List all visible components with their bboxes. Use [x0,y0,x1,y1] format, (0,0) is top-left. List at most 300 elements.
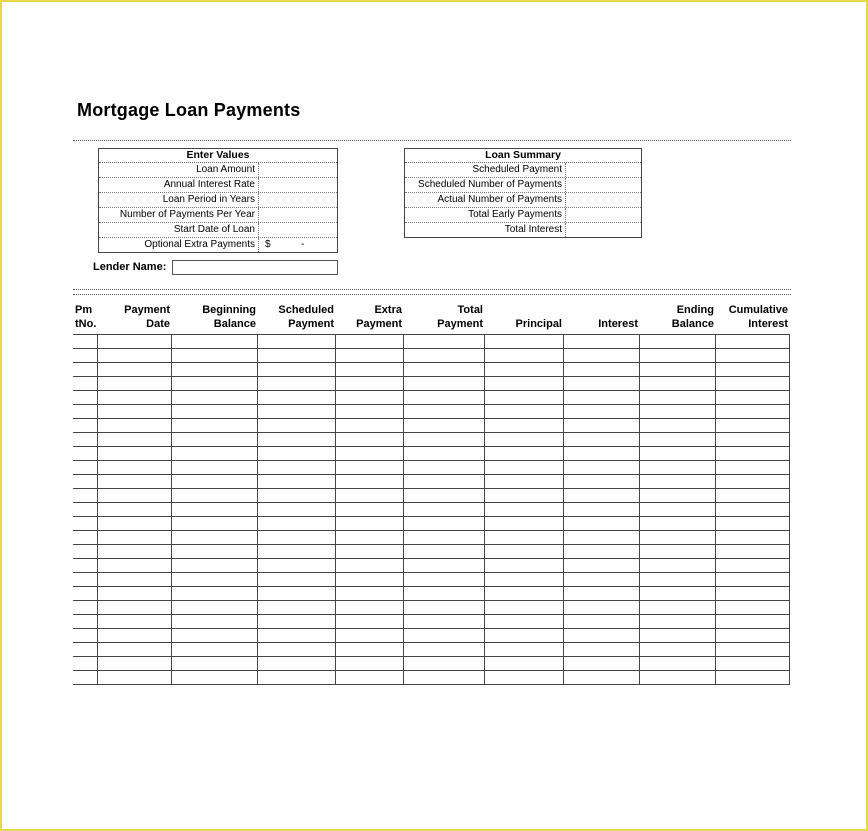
table-cell[interactable] [404,475,485,489]
column-header-line1 [564,303,638,317]
column-header-line1: Ending [676,304,714,316]
table-cell[interactable] [715,657,789,671]
table-cell[interactable] [336,405,404,419]
table-cell[interactable] [715,587,789,601]
table-cell[interactable] [485,517,564,531]
table-cell[interactable] [98,573,172,587]
table-cell[interactable] [98,615,172,629]
table-cell[interactable] [73,629,98,643]
table-cell[interactable] [73,349,98,363]
table-cell[interactable] [336,489,404,503]
table-cell[interactable] [98,531,172,545]
table-cell[interactable] [336,447,404,461]
enter-values-box [98,148,338,253]
table-cell[interactable] [98,517,172,531]
table-cell[interactable] [258,447,336,461]
table-row [73,447,790,461]
table-cell[interactable] [258,419,336,433]
table-cell[interactable] [485,363,564,377]
column-header-line2: Principal [515,318,562,330]
table-cell[interactable] [98,545,172,559]
table-cell[interactable] [485,615,564,629]
table-cell[interactable] [715,391,789,405]
table-cell[interactable] [564,573,640,587]
table-cell[interactable] [98,587,172,601]
table-cell[interactable] [640,349,716,363]
table-cell[interactable] [640,559,716,573]
table-cell[interactable] [715,405,789,419]
table-cell[interactable] [640,531,716,545]
table-cell[interactable] [98,377,172,391]
table-cell[interactable] [73,405,98,419]
table-cell[interactable] [258,657,336,671]
enter-values-input[interactable] [258,208,336,222]
table-cell[interactable] [336,391,404,405]
table-cell[interactable] [172,671,258,685]
table-cell[interactable] [98,433,172,447]
table-cell[interactable] [404,405,485,419]
table-cell[interactable] [258,349,336,363]
table-cell[interactable] [715,335,789,349]
table-cell[interactable] [172,377,258,391]
table-cell[interactable] [172,657,258,671]
table-cell[interactable] [258,517,336,531]
table-cell[interactable] [564,349,640,363]
loan-summary-row [405,178,641,193]
table-cell[interactable] [336,545,404,559]
table-cell[interactable] [172,573,258,587]
table-cell[interactable] [404,419,485,433]
enter-values-row [99,208,337,223]
table-cell[interactable] [404,461,485,475]
table-cell[interactable] [336,615,404,629]
table-cell[interactable] [640,391,716,405]
loan-summary-header: Loan Summary [405,149,641,163]
table-cell[interactable] [258,363,336,377]
table-cell[interactable] [336,363,404,377]
table-cell[interactable] [564,657,640,671]
table-cell[interactable] [73,447,98,461]
table-cell[interactable] [258,335,336,349]
table-cell[interactable] [172,461,258,475]
column-header-line2: tNo. [75,318,97,330]
table-cell[interactable] [404,517,485,531]
table-cell[interactable] [336,419,404,433]
table-cell[interactable] [73,419,98,433]
divider-top [73,140,791,141]
enter-values-row [99,178,337,193]
table-cell[interactable] [258,475,336,489]
table-cell[interactable] [404,587,485,601]
table-cell[interactable] [73,461,98,475]
table-cell[interactable] [404,447,485,461]
table-cell[interactable] [640,447,716,461]
table-cell[interactable] [564,489,640,503]
divider-mid-1 [73,289,791,290]
table-cell[interactable] [485,447,564,461]
table-cell[interactable] [336,601,404,615]
lender-name-field[interactable] [172,260,338,275]
table-cell[interactable] [404,573,485,587]
table-cell[interactable] [715,447,789,461]
table-cell[interactable] [404,601,485,615]
loan-summary-value [565,223,640,237]
table-cell[interactable] [73,615,98,629]
table-cell[interactable] [485,545,564,559]
table-cell[interactable] [404,615,485,629]
table-cell[interactable] [564,629,640,643]
enter-values-input[interactable] [258,223,336,237]
column-header-line2: Balance [671,318,714,330]
enter-values-input[interactable] [258,193,336,207]
table-cell[interactable] [336,517,404,531]
table-cell[interactable] [98,629,172,643]
table-cell[interactable] [564,643,640,657]
enter-values-label: Start Date of Loan [173,224,255,235]
table-cell[interactable] [172,363,258,377]
table-cell[interactable] [485,335,564,349]
table-cell[interactable] [564,405,640,419]
table-cell[interactable] [258,461,336,475]
loan-summary-label: Total Early Payments [468,209,562,220]
table-cell[interactable] [404,503,485,517]
table-cell[interactable] [73,545,98,559]
table-row [73,629,790,643]
table-cell[interactable] [336,475,404,489]
table-cell[interactable] [715,545,789,559]
table-cell[interactable] [336,433,404,447]
table-cell[interactable] [258,489,336,503]
table-cell[interactable] [73,671,98,685]
table-cell[interactable] [73,433,98,447]
table-cell[interactable] [336,657,404,671]
table-row [73,601,790,615]
column-header [172,303,256,331]
table-cell[interactable] [336,531,404,545]
table-cell[interactable] [172,587,258,601]
table-cell[interactable] [98,489,172,503]
table-cell[interactable] [640,517,716,531]
loan-summary-value [565,193,640,207]
table-cell[interactable] [564,433,640,447]
table-cell[interactable] [73,559,98,573]
table-cell[interactable] [98,559,172,573]
table-row [73,335,790,349]
table-cell[interactable] [485,629,564,643]
table-cell[interactable] [172,503,258,517]
table-row [73,587,790,601]
column-header-line1: Total [457,304,483,316]
table-cell[interactable] [485,489,564,503]
table-cell[interactable] [404,489,485,503]
table-cell[interactable] [564,559,640,573]
table-cell[interactable] [485,419,564,433]
table-cell[interactable] [485,573,564,587]
table-row [73,419,790,433]
table-cell[interactable] [98,475,172,489]
table-cell[interactable] [98,363,172,377]
table-cell[interactable] [336,573,404,587]
table-cell[interactable] [404,363,485,377]
table-cell[interactable] [715,433,789,447]
table-cell[interactable] [640,643,716,657]
table-cell[interactable] [640,335,716,349]
table-cell[interactable] [485,349,564,363]
table-cell[interactable] [640,419,716,433]
table-cell[interactable] [715,615,789,629]
table-cell[interactable] [258,573,336,587]
table-cell[interactable] [336,643,404,657]
table-cell[interactable] [98,461,172,475]
table-cell[interactable] [564,503,640,517]
table-cell[interactable] [715,629,789,643]
table-cell[interactable] [640,405,716,419]
table-cell[interactable] [564,587,640,601]
table-cell[interactable] [715,461,789,475]
payments-table [73,334,790,685]
column-header [75,303,98,331]
table-cell[interactable] [258,671,336,685]
table-cell[interactable] [404,531,485,545]
enter-values-input[interactable] [258,178,336,192]
table-cell[interactable] [404,643,485,657]
table-cell[interactable] [98,447,172,461]
table-cell[interactable] [172,601,258,615]
table-cell[interactable] [98,391,172,405]
table-cell[interactable] [564,335,640,349]
table-cell[interactable] [172,615,258,629]
table-cell[interactable] [640,475,716,489]
table-cell[interactable] [98,601,172,615]
table-cell[interactable] [404,629,485,643]
table-cell[interactable] [564,475,640,489]
table-cell[interactable] [258,587,336,601]
table-cell[interactable] [404,671,485,685]
table-cell[interactable] [98,419,172,433]
table-cell[interactable] [640,671,716,685]
table-cell[interactable] [258,377,336,391]
table-cell[interactable] [73,573,98,587]
table-cell[interactable] [73,377,98,391]
table-cell[interactable] [336,559,404,573]
column-header-line2: Interest [598,318,638,330]
table-cell[interactable] [336,629,404,643]
table-cell[interactable] [564,615,640,629]
table-cell[interactable] [564,377,640,391]
table-cell[interactable] [172,489,258,503]
lender-name-label: Lender Name: [93,261,167,273]
table-cell[interactable] [73,391,98,405]
table-cell[interactable] [172,405,258,419]
table-cell[interactable] [715,531,789,545]
table-row [73,671,790,685]
table-cell[interactable] [640,489,716,503]
table-cell[interactable] [98,503,172,517]
table-cell[interactable] [98,671,172,685]
enter-values-label: Optional Extra Payments [144,239,255,250]
table-cell[interactable] [640,587,716,601]
table-cell[interactable] [258,615,336,629]
loan-summary-row [405,193,641,208]
table-cell[interactable] [404,433,485,447]
table-cell[interactable] [258,391,336,405]
table-cell[interactable] [258,545,336,559]
table-cell[interactable] [404,377,485,391]
table-cell[interactable] [336,377,404,391]
table-cell[interactable] [172,447,258,461]
table-cell[interactable] [485,461,564,475]
table-cell[interactable] [73,587,98,601]
table-cell[interactable] [564,671,640,685]
table-cell[interactable] [98,643,172,657]
table-cell[interactable] [640,503,716,517]
table-cell[interactable] [336,349,404,363]
table-cell[interactable] [404,349,485,363]
table-cell[interactable] [336,671,404,685]
table-cell[interactable] [172,349,258,363]
table-cell[interactable] [258,559,336,573]
table-cell[interactable] [172,629,258,643]
table-cell[interactable] [404,391,485,405]
table-cell[interactable] [258,643,336,657]
column-header-line1: Pm [75,304,93,316]
enter-values-header: Enter Values [99,149,337,163]
table-cell[interactable] [73,489,98,503]
table-cell[interactable] [715,517,789,531]
table-cell[interactable] [485,531,564,545]
table-cell[interactable] [715,643,789,657]
table-cell[interactable] [73,517,98,531]
table-cell[interactable] [485,559,564,573]
table-cell[interactable] [172,419,258,433]
table-cell[interactable] [640,461,716,475]
table-cell[interactable] [715,601,789,615]
table-cell[interactable] [258,405,336,419]
table-cell[interactable] [640,615,716,629]
table-cell[interactable] [564,419,640,433]
table-cell[interactable] [73,335,98,349]
table-cell[interactable] [258,531,336,545]
table-cell[interactable] [172,335,258,349]
table-cell[interactable] [485,377,564,391]
table-cell[interactable] [172,391,258,405]
table-cell[interactable] [258,629,336,643]
table-cell[interactable] [640,629,716,643]
table-cell[interactable] [715,489,789,503]
table-cell[interactable] [640,657,716,671]
table-cell[interactable] [485,391,564,405]
column-header [404,303,483,331]
table-cell[interactable] [715,573,789,587]
table-cell[interactable] [172,433,258,447]
table-cell[interactable] [640,573,716,587]
column-header-line2: Payment [437,318,483,330]
table-cell[interactable] [172,475,258,489]
table-cell[interactable] [640,377,716,391]
table-cell[interactable] [715,671,789,685]
table-cell[interactable] [258,433,336,447]
table-cell[interactable] [715,559,789,573]
table-cell[interactable] [73,657,98,671]
table-cell[interactable] [485,405,564,419]
table-cell[interactable] [73,643,98,657]
column-header-line1: Extra [374,304,402,316]
table-cell[interactable] [564,531,640,545]
table-cell[interactable] [485,601,564,615]
enter-values-input[interactable]: $ - [258,238,336,252]
table-cell[interactable] [258,503,336,517]
table-row [73,517,790,531]
table-cell[interactable] [485,475,564,489]
table-cell[interactable] [640,363,716,377]
table-cell[interactable] [404,335,485,349]
table-row [73,573,790,587]
table-cell[interactable] [485,657,564,671]
table-cell[interactable] [485,503,564,517]
table-cell[interactable] [715,377,789,391]
table-cell[interactable] [715,475,789,489]
table-cell[interactable] [172,517,258,531]
table-cell[interactable] [404,545,485,559]
table-cell[interactable] [336,587,404,601]
table-cell[interactable] [640,545,716,559]
table-cell[interactable] [172,559,258,573]
table-cell[interactable] [336,335,404,349]
column-header [564,303,638,331]
table-cell[interactable] [640,433,716,447]
table-cell[interactable] [98,405,172,419]
table-cell[interactable] [485,433,564,447]
table-cell[interactable] [485,643,564,657]
table-cell[interactable] [73,531,98,545]
table-cell[interactable] [564,391,640,405]
table-cell[interactable] [640,601,716,615]
table-cell[interactable] [336,503,404,517]
table-cell[interactable] [172,643,258,657]
column-header [336,303,402,331]
table-cell[interactable] [715,419,789,433]
table-cell[interactable] [715,503,789,517]
table-cell[interactable] [715,349,789,363]
table-cell[interactable] [258,601,336,615]
table-cell[interactable] [98,657,172,671]
table-cell[interactable] [73,503,98,517]
table-cell[interactable] [715,363,789,377]
table-cell[interactable] [564,545,640,559]
table-cell[interactable] [564,447,640,461]
column-header-line1 [485,303,562,317]
table-cell[interactable] [564,601,640,615]
table-cell[interactable] [98,335,172,349]
table-cell[interactable] [172,531,258,545]
table-cell[interactable] [73,601,98,615]
table-cell[interactable] [485,671,564,685]
table-cell[interactable] [73,363,98,377]
table-cell[interactable] [564,363,640,377]
table-cell[interactable] [404,657,485,671]
table-cell[interactable] [564,517,640,531]
table-cell[interactable] [172,545,258,559]
enter-values-input[interactable] [258,163,336,177]
column-header-line2: Payment [288,318,334,330]
table-cell[interactable] [73,475,98,489]
table-cell[interactable] [336,461,404,475]
table-cell[interactable] [564,461,640,475]
table-cell[interactable] [485,587,564,601]
table-cell[interactable] [98,349,172,363]
table-row [73,503,790,517]
table-cell[interactable] [404,559,485,573]
